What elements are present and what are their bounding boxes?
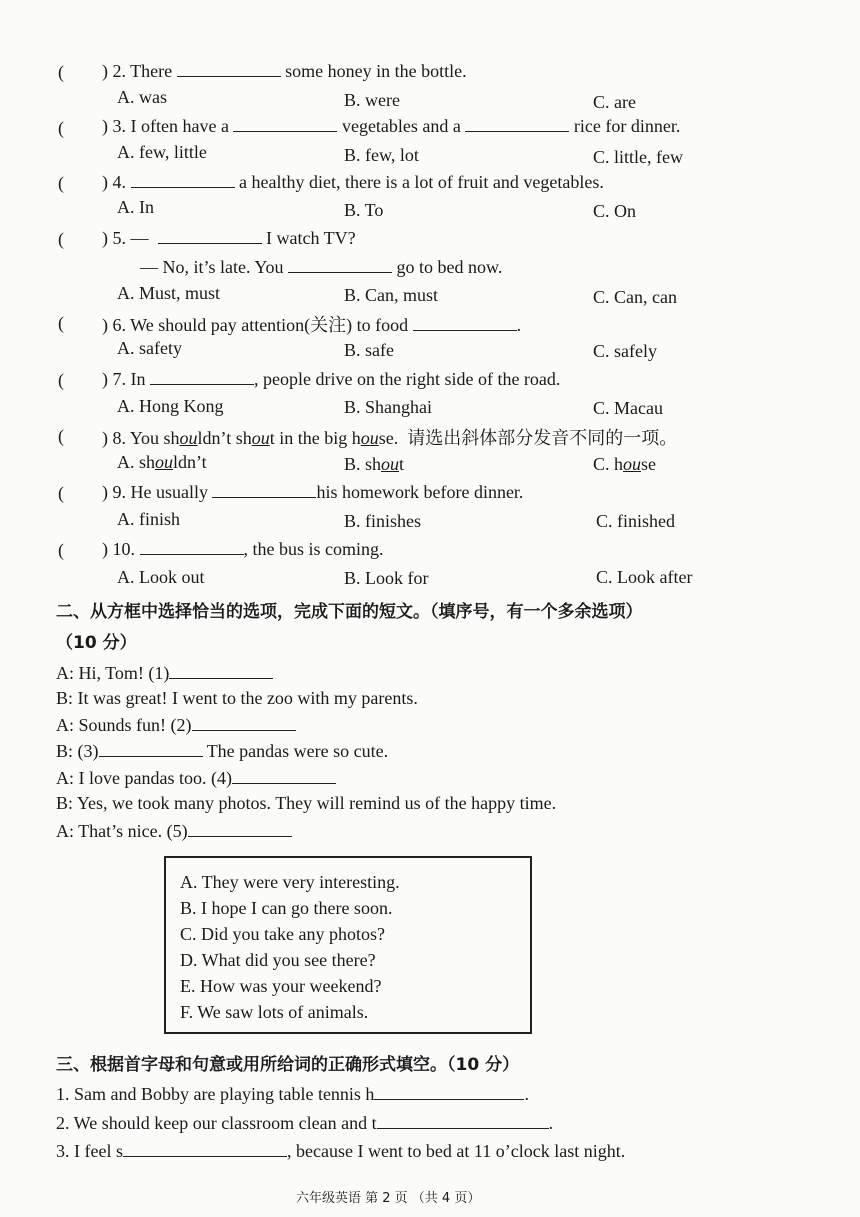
q3-option-c: C. little, few	[593, 147, 683, 167]
answer-blank[interactable]	[131, 171, 235, 188]
q8-option-c: C. house	[593, 454, 657, 474]
answer-paren: (	[58, 229, 64, 249]
q6-stem: ) 6. We should pay attention(关注) to food .	[102, 315, 522, 335]
answer-blank[interactable]	[413, 314, 517, 331]
dialogue-line-2: B: It was great! I went to the zoo with my parents.	[56, 688, 418, 708]
q4-option-b: B. To	[344, 200, 384, 220]
q5-reply: — No, it’s late. You go to bed now.	[140, 257, 503, 277]
q7-option-c: C. Macau	[593, 398, 663, 418]
q4-option-a: A. In	[117, 197, 154, 217]
option-f: F. We saw lots of animals.	[180, 1002, 369, 1022]
fill-sentence-2: 2. We should keep our classroom clean and t .	[56, 1113, 554, 1133]
q3-stem: ) 3. I often have a vegetables and a rice for dinner.	[102, 116, 681, 136]
dialogue-line-4: B: (3) The pandas were so cute.	[56, 741, 389, 761]
q9-option-b: B. finishes	[344, 511, 422, 531]
q10-option-a: A. Look out	[117, 567, 205, 587]
answer-blank[interactable]	[377, 1112, 549, 1129]
section-3-title: 三、根据首字母和句意或用所给词的正确形式填空。（10 分）	[56, 1055, 520, 1075]
q2-option-b: B. were	[344, 90, 400, 110]
answer-blank[interactable]	[192, 714, 296, 731]
answer-paren: (	[58, 118, 64, 138]
answer-paren: (	[58, 426, 64, 446]
q7-option-b: B. Shanghai	[344, 397, 432, 417]
q9-option-a: A. finish	[117, 509, 180, 529]
fill-sentence-1: 1. Sam and Bobby are playing table tennis h .	[56, 1084, 529, 1104]
q10-option-b: B. Look for	[344, 568, 429, 588]
answer-blank[interactable]	[288, 256, 392, 273]
q2-option-c: C. are	[593, 92, 636, 112]
dialogue-line-6: B: Yes, we took many photos. They will remind us of the happy time.	[56, 793, 557, 813]
answer-blank[interactable]	[465, 115, 569, 132]
q8-option-b: B. shout	[344, 454, 405, 474]
q9-option-c: C. finished	[596, 511, 675, 531]
option-b: B. I hope I can go there soon.	[180, 898, 393, 918]
dialogue-line-7: A: That’s nice. (5)	[56, 820, 292, 842]
options-box	[164, 856, 532, 1034]
option-e: E. How was your weekend?	[180, 976, 382, 996]
answer-blank[interactable]	[233, 115, 337, 132]
answer-paren: (	[58, 313, 64, 333]
q9-stem: ) 9. He usually his homework before dinner.	[102, 482, 524, 502]
answer-paren: (	[58, 173, 64, 193]
q10-option-c: C. Look after	[596, 567, 693, 587]
q7-stem: ) 7. In , people drive on the right side of the road.	[102, 369, 561, 389]
section-2-title: 二、从方框中选择恰当的选项，完成下面的短文。（填序号，有一个多余选项）	[56, 602, 643, 622]
option-d: D. What did you see there?	[180, 950, 376, 970]
answer-blank[interactable]	[169, 662, 273, 679]
q8-option-a: A. shouldn’t	[117, 452, 207, 472]
q4-option-c: C. On	[593, 201, 637, 221]
answer-blank[interactable]	[99, 740, 203, 757]
answer-paren: (	[58, 62, 64, 82]
option-a: A. They were very interesting.	[180, 872, 400, 892]
option-c: C. Did you take any photos?	[180, 924, 385, 944]
q2-stem: ) 2. There some honey in the bottle.	[102, 61, 467, 81]
q6-option-c: C. safely	[593, 341, 657, 361]
answer-blank[interactable]	[123, 1140, 287, 1157]
q2-option-a: A. was	[117, 87, 167, 107]
answer-blank[interactable]	[177, 60, 281, 77]
dialogue-line-3: A: Sounds fun! (2)	[56, 714, 296, 736]
answer-paren: (	[58, 483, 64, 503]
q5-option-c: C. Can, can	[593, 287, 677, 307]
q5-option-a: A. Must, must	[117, 283, 221, 303]
answer-paren: (	[58, 370, 64, 390]
section-2-score: （10 分）	[56, 633, 137, 653]
answer-blank[interactable]	[232, 767, 336, 784]
q10-stem: ) 10. , the bus is coming.	[102, 539, 384, 559]
answer-paren: (	[58, 540, 64, 560]
answer-blank[interactable]	[158, 227, 262, 244]
answer-blank[interactable]	[140, 538, 244, 555]
page-footer: 六年级英语 第 2 页 （共 4 页）	[296, 1191, 481, 1206]
q3-option-b: B. few, lot	[344, 145, 419, 165]
q3-option-a: A. few, little	[117, 142, 207, 162]
answer-blank[interactable]	[212, 481, 316, 498]
q8-instruction: 请选出斜体部分发音不同的一项。	[407, 428, 678, 449]
fill-sentence-3: 3. I feel s , because I went to bed at 11 o’clock last night.	[56, 1141, 626, 1161]
q8-stem: ) 8. You shouldn’t shout in the big house. 请选出斜体部分发音不同的一项。	[102, 428, 678, 449]
answer-blank[interactable]	[374, 1083, 524, 1100]
q7-option-a: A. Hong Kong	[117, 396, 224, 416]
dialogue-line-1: A: Hi, Tom! (1)	[56, 662, 273, 684]
q4-stem: ) 4. a healthy diet, there is a lot of fruit and vegetables.	[102, 172, 604, 192]
dialogue-line-5: A: I love pandas too. (4)	[56, 767, 336, 789]
answer-blank[interactable]	[150, 368, 254, 385]
q5-option-b: B. Can, must	[344, 285, 439, 305]
q6-option-a: A. safety	[117, 338, 182, 358]
q6-option-b: B. safe	[344, 340, 394, 360]
answer-blank[interactable]	[188, 820, 292, 837]
q5-stem: ) 5. — I watch TV?	[102, 228, 356, 248]
